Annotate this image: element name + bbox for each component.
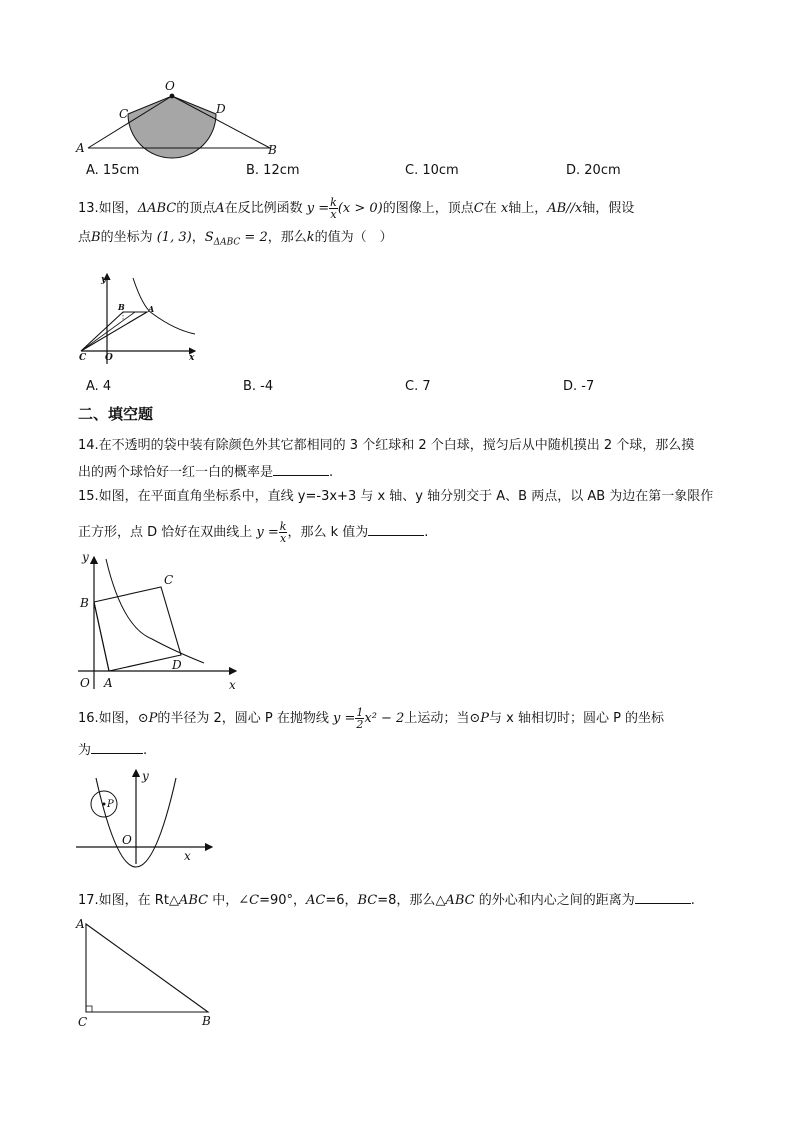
q13-option-d: D. -7 (563, 379, 595, 394)
label-b: B (80, 596, 89, 610)
label-c: C (164, 573, 174, 587)
q13-line1: 13.如图，ΔABC的顶点A在反比例函数 y = $\frac{k}{x}$ (x > 0)的图像上，顶点C在 x轴上，AB//x轴，假设 (78, 196, 635, 221)
label-y: y (142, 769, 149, 783)
q13-option-c: C. 7 (405, 379, 431, 394)
q14-line1: 14.在不透明的袋中装有除颜色外其它都相同的 3 个红球和 2 个白球，搅匀后从中随机摸出 2 个球，那么摸 (78, 438, 695, 453)
label-o: O (122, 833, 132, 847)
triangle-abc (81, 312, 147, 351)
label-b: B (202, 1014, 211, 1028)
q16-figure (74, 766, 224, 866)
right-triangle (86, 924, 208, 1012)
label-c: C (119, 107, 129, 121)
label-p: P (107, 799, 114, 810)
q17-line1: 17.如图，在 Rt△ABC 中，∠C=90°，AC=6，BC=8，那么△ABC 的外心和内心之间的距离为 . (78, 893, 695, 908)
label-a: A (104, 676, 113, 690)
shaded-sector (128, 96, 216, 158)
label-a: A (76, 917, 85, 931)
q15-figure (74, 547, 254, 697)
q15-line1: 15.如图，在平面直角坐标系中，直线 y=-3x+3 与 x 轴、y 轴分别交于 A、B 两点，以 AB 为边在第一象限作 (78, 489, 714, 504)
label-c: C (79, 353, 87, 363)
label-b: B (118, 302, 125, 312)
q17-figure (74, 918, 224, 1028)
q12-option-c: C. 10cm (405, 163, 459, 178)
right-angle-mark (86, 1006, 92, 1012)
label-o: O (80, 676, 90, 690)
label-x: x (184, 849, 191, 863)
q15-answer-blank[interactable] (368, 523, 424, 536)
q16-line2: 为 . (78, 743, 148, 758)
q12-option-b: B. 12cm (246, 163, 300, 178)
label-a: A (76, 141, 85, 155)
q12-option-d: D. 20cm (566, 163, 621, 178)
label-c: C (78, 1015, 88, 1029)
q12-option-a: A. 15cm (86, 163, 140, 178)
hyperbola (133, 278, 195, 334)
q13-line2: 点B的坐标为 (1, 3)，$S_{\Delta ABC} = 2$，那么k的值为（ ） (78, 230, 393, 248)
q17-answer-blank[interactable] (635, 891, 691, 904)
label-a: A (148, 304, 155, 314)
q15-line2: 正方形，点 D 恰好在双曲线上 y = $\frac{k}{x}$ ，那么 k 值为 . (78, 520, 429, 545)
label-x: x (189, 353, 195, 363)
label-y: y (101, 275, 107, 285)
label-b: B (268, 143, 277, 157)
q13-option-a: A. 4 (86, 379, 112, 394)
label-o: O (105, 353, 113, 363)
point-o-dot (170, 94, 175, 99)
label-d: D (216, 102, 226, 116)
label-x: x (229, 678, 236, 692)
q14-line2: 出的两个球恰好一红一白的概率是 . (78, 465, 334, 480)
label-d: D (172, 658, 182, 672)
hyperbola (106, 559, 204, 663)
q14-answer-blank[interactable] (273, 463, 329, 476)
label-o: O (165, 79, 175, 93)
q12-figure (70, 79, 290, 157)
q16-line1: 16.如图，⊙P的半径为 2，圆心 P 在抛物线 y = $\frac{1}{2}$ x² − 2上运动；当⊙P与 x 轴相切时；圆心 P 的坐标 (78, 706, 665, 731)
q16-answer-blank[interactable] (91, 741, 143, 754)
section-heading: 二、填空题 (78, 405, 154, 423)
line-ab (94, 602, 109, 671)
label-y: y (82, 550, 89, 564)
q13-option-b: B. -4 (243, 379, 274, 394)
q13-figure (75, 268, 205, 368)
